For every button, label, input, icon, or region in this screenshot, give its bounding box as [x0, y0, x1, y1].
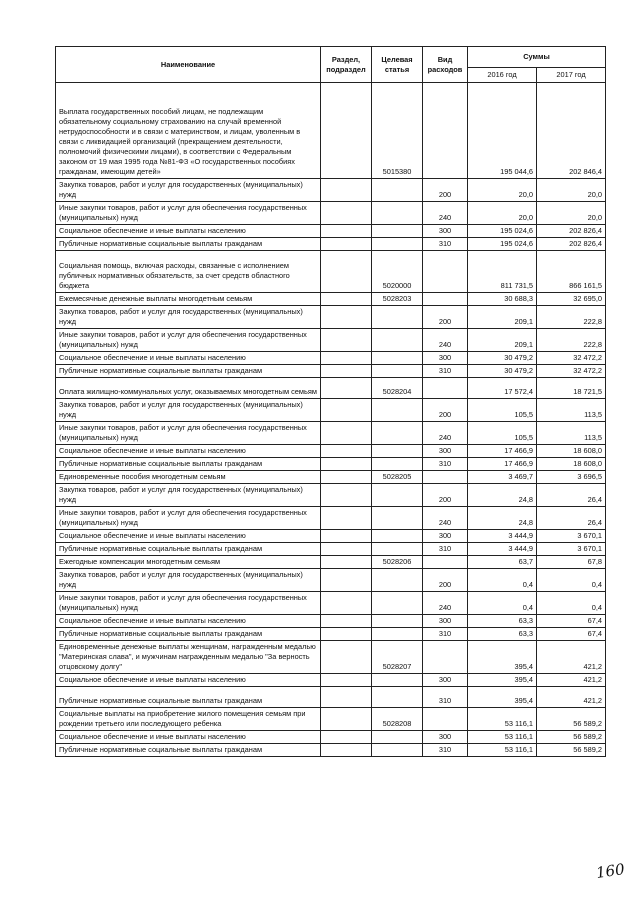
- row-2016-cell: 105,5: [468, 422, 537, 445]
- row-2016-cell: 811 731,5: [468, 251, 537, 293]
- row-name-cell: Иные закупки товаров, работ и услуг для обеспечения государственных (муниципальных) нужд: [56, 202, 321, 225]
- row-2016-cell: 20,0: [468, 179, 537, 202]
- row-exp-cell: 200: [423, 306, 468, 329]
- row-2017-cell: 26,4: [537, 507, 606, 530]
- row-name-cell: Оплата жилищно-коммунальных услуг, оказываемых многодетным семьям: [56, 378, 321, 399]
- row-section-cell: [321, 422, 372, 445]
- row-exp-cell: [423, 251, 468, 293]
- row-target-cell: [372, 445, 423, 458]
- row-2016-cell: 53 116,1: [468, 744, 537, 757]
- row-2016-cell: 30 479,2: [468, 365, 537, 378]
- row-name-cell: Закупка товаров, работ и услуг для государственных (муниципальных) нужд: [56, 306, 321, 329]
- row-2016-cell: 63,3: [468, 615, 537, 628]
- row-exp-cell: [423, 378, 468, 399]
- row-exp-cell: 310: [423, 687, 468, 708]
- row-section-cell: [321, 202, 372, 225]
- row-exp-cell: 200: [423, 569, 468, 592]
- row-section-cell: [321, 365, 372, 378]
- row-exp-cell: 310: [423, 744, 468, 757]
- row-2016-cell: 195 024,6: [468, 238, 537, 251]
- row-target-cell: [372, 329, 423, 352]
- row-2017-cell: 56 589,2: [537, 744, 606, 757]
- row-2016-cell: 105,5: [468, 399, 537, 422]
- row-section-cell: [321, 399, 372, 422]
- row-target-cell: [372, 731, 423, 744]
- row-target-cell: 5028206: [372, 556, 423, 569]
- table-row: [56, 399, 606, 422]
- row-section-cell: [321, 471, 372, 484]
- table-row: [56, 641, 606, 674]
- row-section-cell: [321, 179, 372, 202]
- row-2016-cell: 395,4: [468, 687, 537, 708]
- table-row: [56, 569, 606, 592]
- row-2017-cell: 202 826,4: [537, 238, 606, 251]
- row-2016-cell: 195 024,6: [468, 225, 537, 238]
- row-section-cell: [321, 352, 372, 365]
- row-exp-cell: 300: [423, 731, 468, 744]
- row-target-cell: [372, 225, 423, 238]
- row-target-cell: [372, 592, 423, 615]
- row-section-cell: [321, 225, 372, 238]
- row-2017-cell: 20,0: [537, 202, 606, 225]
- row-2017-cell: 32 695,0: [537, 293, 606, 306]
- table-row: [56, 365, 606, 378]
- row-target-cell: [372, 687, 423, 708]
- row-exp-cell: 300: [423, 674, 468, 687]
- row-section-cell: [321, 674, 372, 687]
- row-name-cell: Закупка товаров, работ и услуг для государственных (муниципальных) нужд: [56, 484, 321, 507]
- row-2016-cell: 17 466,9: [468, 445, 537, 458]
- row-name-cell: Ежемесячные денежные выплаты многодетным семьям: [56, 293, 321, 306]
- table-row: [56, 471, 606, 484]
- row-2017-cell: 113,5: [537, 399, 606, 422]
- row-exp-cell: [423, 556, 468, 569]
- row-name-cell: Социальные выплаты на приобретение жилого помещения семьям при рождении третьего или последующего ребенка: [56, 708, 321, 731]
- table-row: [56, 687, 606, 708]
- table-row: [56, 543, 606, 556]
- row-name-cell: Иные закупки товаров, работ и услуг для обеспечения государственных (муниципальных) нужд: [56, 422, 321, 445]
- row-exp-cell: 200: [423, 179, 468, 202]
- row-exp-cell: 310: [423, 628, 468, 641]
- row-2017-cell: 67,8: [537, 556, 606, 569]
- row-2016-cell: 195 044,6: [468, 83, 537, 179]
- row-target-cell: [372, 352, 423, 365]
- row-section-cell: [321, 293, 372, 306]
- row-name-cell: Публичные нормативные социальные выплаты гражданам: [56, 744, 321, 757]
- row-name-cell: Закупка товаров, работ и услуг для государственных (муниципальных) нужд: [56, 569, 321, 592]
- row-2017-cell: 113,5: [537, 422, 606, 445]
- row-section-cell: [321, 378, 372, 399]
- row-exp-cell: 240: [423, 507, 468, 530]
- table-row: [56, 378, 606, 399]
- row-2016-cell: 53 116,1: [468, 708, 537, 731]
- row-target-cell: [372, 238, 423, 251]
- row-exp-cell: 240: [423, 422, 468, 445]
- row-target-cell: [372, 306, 423, 329]
- row-target-cell: 5020000: [372, 251, 423, 293]
- row-name-cell: Иные закупки товаров, работ и услуг для обеспечения государственных (муниципальных) нужд: [56, 329, 321, 352]
- row-name-cell: Социальное обеспечение и иные выплаты населению: [56, 225, 321, 238]
- table-row: [56, 251, 606, 293]
- row-2017-cell: 222,8: [537, 329, 606, 352]
- table-row: [56, 202, 606, 225]
- row-2017-cell: 866 161,5: [537, 251, 606, 293]
- row-exp-cell: [423, 471, 468, 484]
- row-2016-cell: 17 466,9: [468, 458, 537, 471]
- row-name-cell: Закупка товаров, работ и услуг для государственных (муниципальных) нужд: [56, 179, 321, 202]
- row-2017-cell: 67,4: [537, 615, 606, 628]
- table-row: [56, 422, 606, 445]
- row-section-cell: [321, 708, 372, 731]
- table-body: [56, 83, 606, 757]
- table-row: [56, 179, 606, 202]
- row-exp-cell: 300: [423, 352, 468, 365]
- row-exp-cell: 310: [423, 238, 468, 251]
- row-name-cell: Социальная помощь, включая расходы, связанные с исполнением публичных нормативных обязательств, за счет средств областного бюджета: [56, 251, 321, 293]
- row-2017-cell: 3 670,1: [537, 530, 606, 543]
- table-row: [56, 293, 606, 306]
- row-2016-cell: 17 572,4: [468, 378, 537, 399]
- table-row: [56, 556, 606, 569]
- col-header-2017: 2017 год: [537, 68, 606, 83]
- col-header-2016: 2016 год: [468, 68, 537, 83]
- row-2016-cell: 24,8: [468, 507, 537, 530]
- row-name-cell: Закупка товаров, работ и услуг для государственных (муниципальных) нужд: [56, 399, 321, 422]
- row-2016-cell: 0,4: [468, 592, 537, 615]
- table-row: [56, 530, 606, 543]
- table-row: [56, 83, 606, 179]
- table-row: [56, 238, 606, 251]
- row-target-cell: [372, 484, 423, 507]
- row-target-cell: [372, 543, 423, 556]
- row-2016-cell: 30 688,3: [468, 293, 537, 306]
- table-row: [56, 708, 606, 731]
- row-exp-cell: [423, 293, 468, 306]
- row-2016-cell: 209,1: [468, 306, 537, 329]
- row-2017-cell: 3 696,5: [537, 471, 606, 484]
- row-section-cell: [321, 615, 372, 628]
- row-name-cell: Социальное обеспечение и иные выплаты населению: [56, 352, 321, 365]
- row-name-cell: Ежегодные компенсации многодетным семьям: [56, 556, 321, 569]
- row-name-cell: Публичные нормативные социальные выплаты гражданам: [56, 628, 321, 641]
- col-header-name: Наименование: [56, 47, 321, 83]
- row-2016-cell: 3 444,9: [468, 530, 537, 543]
- row-target-cell: [372, 530, 423, 543]
- row-exp-cell: 300: [423, 445, 468, 458]
- budget-table: [55, 46, 606, 757]
- row-section-cell: [321, 251, 372, 293]
- page-number: 160: [594, 860, 626, 882]
- row-name-cell: Социальное обеспечение и иные выплаты населению: [56, 615, 321, 628]
- row-exp-cell: 300: [423, 615, 468, 628]
- row-section-cell: [321, 83, 372, 179]
- row-2017-cell: 421,2: [537, 674, 606, 687]
- row-target-cell: [372, 422, 423, 445]
- row-target-cell: [372, 507, 423, 530]
- row-target-cell: 5028208: [372, 708, 423, 731]
- row-target-cell: [372, 744, 423, 757]
- col-header-sums: Суммы: [468, 47, 606, 68]
- row-2017-cell: 20,0: [537, 179, 606, 202]
- row-section-cell: [321, 569, 372, 592]
- row-target-cell: 5028205: [372, 471, 423, 484]
- row-2017-cell: 18 608,0: [537, 445, 606, 458]
- row-2016-cell: 30 479,2: [468, 352, 537, 365]
- table-row: [56, 674, 606, 687]
- row-name-cell: Социальное обеспечение и иные выплаты населению: [56, 674, 321, 687]
- table-row: [56, 445, 606, 458]
- row-section-cell: [321, 592, 372, 615]
- row-exp-cell: 240: [423, 592, 468, 615]
- row-name-cell: Публичные нормативные социальные выплаты гражданам: [56, 238, 321, 251]
- row-target-cell: [372, 399, 423, 422]
- row-2017-cell: 421,2: [537, 687, 606, 708]
- row-name-cell: Иные закупки товаров, работ и услуг для обеспечения государственных (муниципальных) нужд: [56, 507, 321, 530]
- row-target-cell: [372, 628, 423, 641]
- table-row: [56, 352, 606, 365]
- table-row: [56, 615, 606, 628]
- row-2017-cell: 421,2: [537, 641, 606, 674]
- col-header-exp-type: Вид расходов: [423, 47, 468, 83]
- row-section-cell: [321, 556, 372, 569]
- row-name-cell: Публичные нормативные социальные выплаты гражданам: [56, 687, 321, 708]
- row-name-cell: Публичные нормативные социальные выплаты гражданам: [56, 543, 321, 556]
- table-row: [56, 484, 606, 507]
- row-2017-cell: 222,8: [537, 306, 606, 329]
- row-section-cell: [321, 484, 372, 507]
- row-name-cell: Иные закупки товаров, работ и услуг для обеспечения государственных (муниципальных) нужд: [56, 592, 321, 615]
- row-section-cell: [321, 507, 372, 530]
- row-2017-cell: 3 670,1: [537, 543, 606, 556]
- row-2017-cell: 32 472,2: [537, 365, 606, 378]
- row-2017-cell: 18 721,5: [537, 378, 606, 399]
- row-section-cell: [321, 458, 372, 471]
- row-2017-cell: 56 589,2: [537, 708, 606, 731]
- row-2016-cell: 3 469,7: [468, 471, 537, 484]
- row-exp-cell: [423, 83, 468, 179]
- row-target-cell: 5028207: [372, 641, 423, 674]
- row-exp-cell: 310: [423, 458, 468, 471]
- row-name-cell: Единовременные денежные выплаты женщинам, награжденным медалью "Материнская слава", и мужчинам награжденным медалью "За верность отцовскому долгу": [56, 641, 321, 674]
- row-target-cell: [372, 615, 423, 628]
- row-exp-cell: 300: [423, 225, 468, 238]
- row-name-cell: Социальное обеспечение и иные выплаты населению: [56, 530, 321, 543]
- row-exp-cell: [423, 708, 468, 731]
- table-row: [56, 225, 606, 238]
- row-2017-cell: 18 608,0: [537, 458, 606, 471]
- row-exp-cell: 200: [423, 484, 468, 507]
- table-row: [56, 592, 606, 615]
- row-name-cell: Публичные нормативные социальные выплаты гражданам: [56, 365, 321, 378]
- row-section-cell: [321, 329, 372, 352]
- row-name-cell: Публичные нормативные социальные выплаты гражданам: [56, 458, 321, 471]
- row-2016-cell: 395,4: [468, 641, 537, 674]
- row-section-cell: [321, 744, 372, 757]
- row-section-cell: [321, 628, 372, 641]
- table-row: [56, 306, 606, 329]
- col-header-target: Целевая статья: [372, 47, 423, 83]
- row-2016-cell: 0,4: [468, 569, 537, 592]
- row-2016-cell: 63,7: [468, 556, 537, 569]
- row-2016-cell: 53 116,1: [468, 731, 537, 744]
- table-row: [56, 329, 606, 352]
- row-target-cell: [372, 179, 423, 202]
- row-target-cell: [372, 674, 423, 687]
- row-name-cell: Выплата государственных пособий лицам, не подлежащим обязательному социальному страхованию на случай временной нетрудоспособности и в связи с материнством, и лицам, уволенным в связи с ликвидацией организаций (прекращением деятельности, полномочий физическими лицами), в соответствии с Федеральным законом от 19 мая 1995 года №81-ФЗ «О государственных пособиях гражданам, имеющим детей»: [56, 83, 321, 179]
- row-2016-cell: 20,0: [468, 202, 537, 225]
- row-exp-cell: 240: [423, 329, 468, 352]
- row-2016-cell: 63,3: [468, 628, 537, 641]
- row-exp-cell: 300: [423, 530, 468, 543]
- row-exp-cell: 310: [423, 543, 468, 556]
- table-row: [56, 507, 606, 530]
- row-name-cell: Социальное обеспечение и иные выплаты населению: [56, 731, 321, 744]
- row-2017-cell: 202 826,4: [537, 225, 606, 238]
- row-2017-cell: 26,4: [537, 484, 606, 507]
- table-row: [56, 628, 606, 641]
- row-section-cell: [321, 687, 372, 708]
- row-2017-cell: 32 472,2: [537, 352, 606, 365]
- row-name-cell: Единовременные пособия многодетным семьям: [56, 471, 321, 484]
- row-2016-cell: 209,1: [468, 329, 537, 352]
- row-exp-cell: 240: [423, 202, 468, 225]
- row-exp-cell: [423, 641, 468, 674]
- row-section-cell: [321, 543, 372, 556]
- table-row: [56, 744, 606, 757]
- row-2017-cell: 56 589,2: [537, 731, 606, 744]
- row-section-cell: [321, 306, 372, 329]
- table-row: [56, 731, 606, 744]
- row-target-cell: 5028204: [372, 378, 423, 399]
- row-target-cell: [372, 458, 423, 471]
- row-section-cell: [321, 445, 372, 458]
- row-section-cell: [321, 731, 372, 744]
- row-exp-cell: 200: [423, 399, 468, 422]
- row-2017-cell: 0,4: [537, 592, 606, 615]
- table-row: [56, 458, 606, 471]
- row-2017-cell: 67,4: [537, 628, 606, 641]
- row-2016-cell: 24,8: [468, 484, 537, 507]
- col-header-section: Раздел, подраздел: [321, 47, 372, 83]
- row-2016-cell: 395,4: [468, 674, 537, 687]
- row-section-cell: [321, 530, 372, 543]
- row-2016-cell: 3 444,9: [468, 543, 537, 556]
- row-section-cell: [321, 238, 372, 251]
- row-target-cell: [372, 569, 423, 592]
- row-2017-cell: 202 846,4: [537, 83, 606, 179]
- row-target-cell: 5028203: [372, 293, 423, 306]
- row-2017-cell: 0,4: [537, 569, 606, 592]
- table-header: [56, 47, 606, 83]
- row-target-cell: [372, 202, 423, 225]
- row-section-cell: [321, 641, 372, 674]
- row-exp-cell: 310: [423, 365, 468, 378]
- row-name-cell: Социальное обеспечение и иные выплаты населению: [56, 445, 321, 458]
- row-target-cell: [372, 365, 423, 378]
- row-target-cell: 5015380: [372, 83, 423, 179]
